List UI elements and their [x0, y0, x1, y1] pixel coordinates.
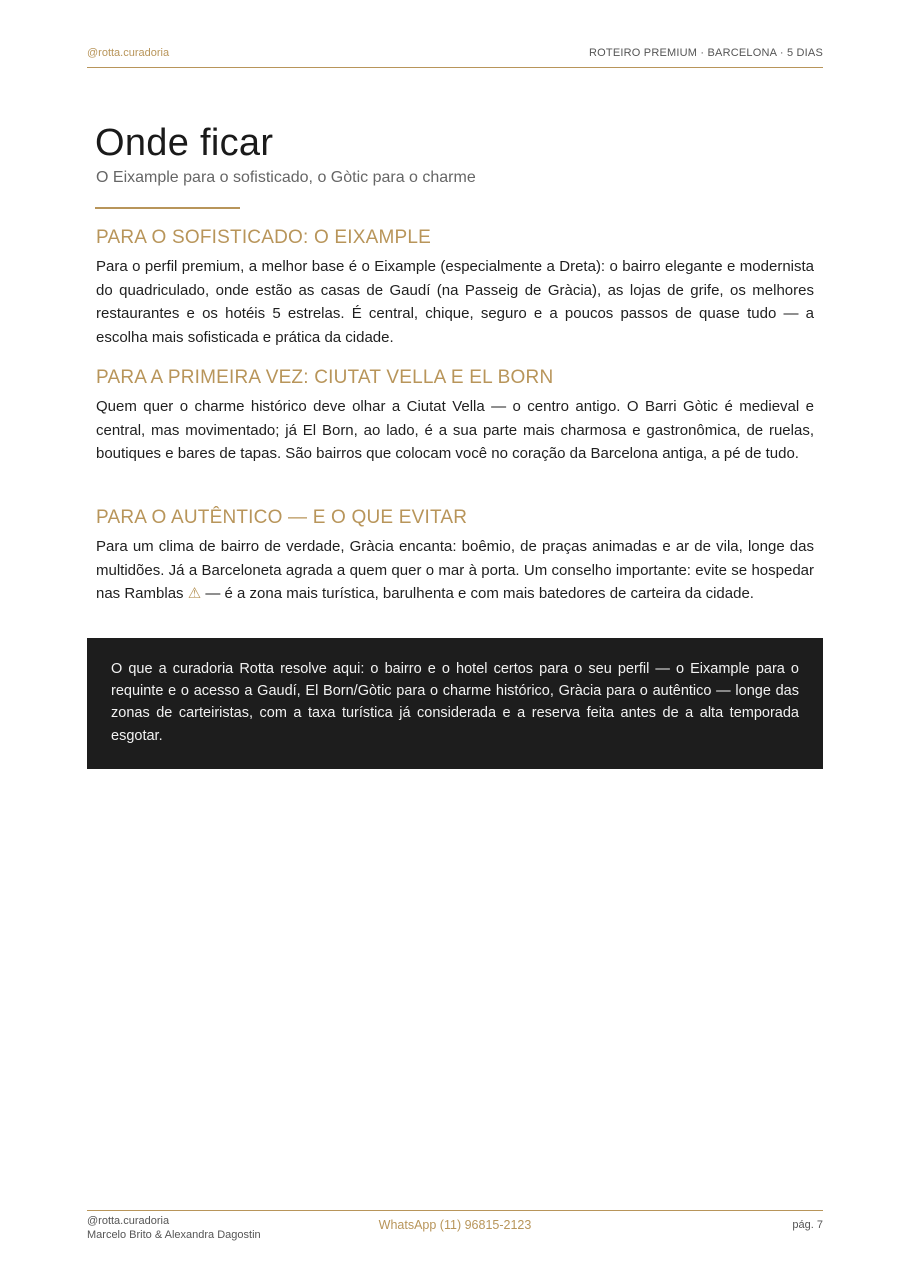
header-brand: @rotta.curadoria [87, 47, 170, 59]
section-body-text: Para um clima de bairro de verdade, Gràcia encanta: boêmio, de praças animadas e ar de vila, longe das multidões. Já a Barceloneta agrada a quem quer o mar à porta. Um conselho importante: evite se hospedar nas Ramblas [96, 538, 814, 603]
footer-handle: @rotta.curadoria [87, 1215, 170, 1227]
title-divider [95, 207, 240, 209]
section-heading: PARA O AUTÊNTICO — E O QUE EVITAR [96, 507, 468, 528]
page-subtitle: O Eixample para o sofisticado, o Gòtic para o charme [96, 169, 476, 186]
section-body-text: — é a zona mais turística, barulhenta e com mais batedores de carteira da cidade. [201, 585, 754, 603]
section-body: Para o perfil premium, a melhor base é o Eixample (especialmente a Dreta): o bairro elegante e modernista do quadriculado, onde estão as casas de Gaudí (na Passeig de Gràcia), as lojas de grife, os melhores restaurantes e os hotéis 5 estrelas. É central, chique, seguro e a poucos passos de quase tudo — a escolha mais sofisticada e prática da cidade. [96, 258, 814, 346]
section-autentico [96, 506, 814, 606]
footer-authors: Marcelo Brito & Alexandra Dagostin [87, 1229, 261, 1241]
curadoria-callout [87, 638, 823, 769]
warning-icon: ⚠ [187, 585, 202, 603]
section-heading: PARA A PRIMEIRA VEZ: CIUTAT VELLA E EL BORN [96, 367, 554, 388]
callout-text: O que a curadoria Rotta resolve aqui: o bairro e o hotel certos para o seu perfil — o Eixample para o requinte e o acesso a Gaudí, El Born/Gòtic para o charme histórico, Gràcia para o autêntico — longe das zonas de carteiristas, com a taxa turística já considerada e a reserva feita antes de a alta temporada esgotar. [111, 661, 799, 744]
section-body: Quem quer o charme histórico deve olhar a Ciutat Vella — o centro antigo. O Barri Gòtic é medieval e central, mas movimentado; já El Born, ao lado, é a sua parte mais charmosa e gastronômica, de ruelas, boutiques e bares de tapas. São bairros que colocam você no coração da Barcelona antiga, a pé de tudo. [96, 398, 814, 463]
page-title: Onde ficar [95, 122, 274, 164]
page-footer [87, 1210, 823, 1251]
footer-whatsapp-contact: WhatsApp (11) 96815-2123 [378, 1218, 532, 1232]
section-sofisticado [96, 226, 814, 349]
section-heading: PARA O SOFISTICADO: O EIXAMPLE [96, 227, 432, 248]
page-header [87, 46, 823, 68]
section-body [96, 535, 814, 606]
footer-page-number: pág. 7 [792, 1219, 823, 1231]
header-document-id: ROTEIRO PREMIUM · BARCELONA · 5 DIAS [589, 47, 823, 59]
section-primeira-vez [96, 366, 814, 466]
